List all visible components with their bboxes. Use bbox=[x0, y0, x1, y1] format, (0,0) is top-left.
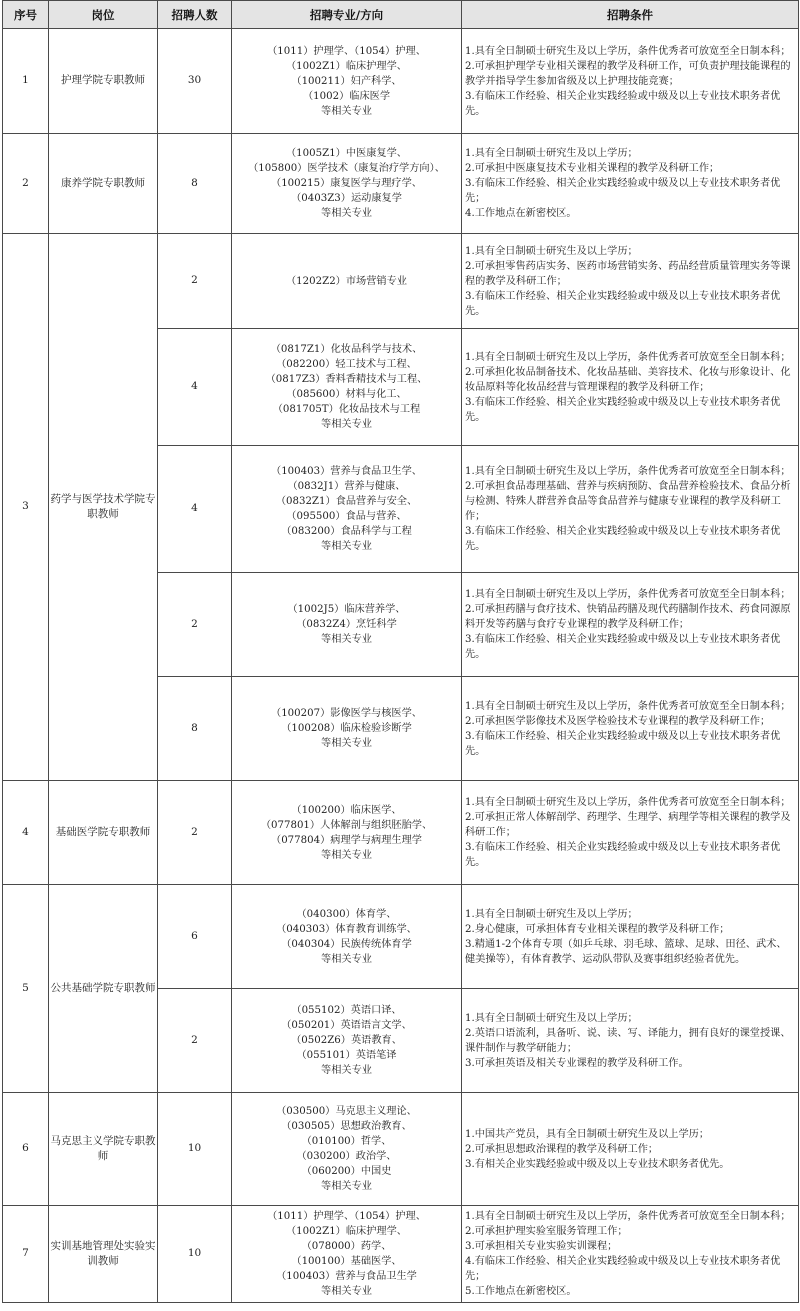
conditions-cell-line: 2.可承担零售药店实务、医药市场营销实务、药品经营质量管理实务等课程的教学及科研工作； bbox=[465, 260, 791, 287]
major-cell bbox=[232, 134, 462, 234]
major-cell-line: （105800）医学技术（康复治疗学方向）、 bbox=[248, 163, 445, 174]
major-cell-line: （1002J5）临床营养学、 bbox=[287, 604, 406, 615]
count-cell: 30 bbox=[158, 29, 232, 134]
position-cell-line: 专职教师 bbox=[103, 176, 145, 189]
major-cell bbox=[232, 885, 462, 989]
conditions-cell-line: 4.工作地点在新密校区。 bbox=[465, 208, 577, 219]
position-cell bbox=[49, 1093, 158, 1206]
position-cell bbox=[49, 134, 158, 234]
conditions-cell bbox=[462, 1206, 799, 1303]
row-index: 5 bbox=[3, 885, 49, 1093]
major-cell bbox=[232, 1093, 462, 1206]
major-cell-line: （055101）英语笔译 bbox=[296, 1050, 397, 1061]
major-cell-line: 等相关专业 bbox=[321, 1181, 372, 1192]
count-cell: 2 bbox=[158, 781, 232, 885]
count-cell: 6 bbox=[158, 885, 232, 989]
conditions-cell bbox=[462, 446, 799, 573]
major-cell-line: 等相关专业 bbox=[321, 634, 372, 645]
major-cell-line: （100215）康复医学与理疗学、 bbox=[271, 178, 422, 189]
major-cell-line: 等相关专业 bbox=[321, 953, 372, 965]
header-index: 序号 bbox=[3, 1, 49, 29]
position-cell bbox=[49, 781, 158, 885]
count-cell: 2 bbox=[158, 573, 232, 677]
major-cell-line: 等相关专业 bbox=[321, 208, 372, 219]
conditions-cell-line: 1.具有全日制硕士研究生及以上学历，条件优秀者可放宽至全日制本科； bbox=[465, 45, 791, 57]
conditions-cell bbox=[462, 329, 799, 446]
table-row bbox=[3, 134, 799, 234]
conditions-cell bbox=[462, 234, 799, 329]
position-cell-line: 专职教师 bbox=[113, 981, 156, 994]
count-cell: 8 bbox=[158, 677, 232, 781]
major-cell-line: 等相关专业 bbox=[321, 541, 372, 552]
conditions-cell-line: 1.具有全日制硕士研究生及以上学历，条件优秀者可放宽至全日制本科； bbox=[465, 466, 791, 477]
major-cell-line: （100207）影像医学与核医学、 bbox=[271, 708, 422, 719]
count-cell: 4 bbox=[158, 329, 232, 446]
major-cell-line: 等相关专业 bbox=[321, 738, 372, 749]
major-cell-line: （100100）基础医学、 bbox=[291, 1256, 402, 1267]
position-cell-line: 专职教师 bbox=[103, 74, 145, 87]
position-cell-line: 专职教师 bbox=[108, 825, 151, 838]
major-cell-line: （0817Z3）香料香精技术与工程、 bbox=[265, 374, 428, 385]
conditions-cell-line: 1.具有全日制硕士研究生及以上学历，条件优秀者可放宽至全日制本科； bbox=[465, 351, 791, 363]
major-cell bbox=[232, 329, 462, 446]
recruitment-table bbox=[2, 0, 799, 1303]
header-conditions: 招聘条件 bbox=[462, 1, 799, 29]
position-cell bbox=[49, 234, 158, 781]
conditions-cell-line: 2.可承担食品毒理基础、营养与疾病预防、食品营养检验技术、食品分析与检测、特殊人群营养食品等食品营养与健康专业课程的教学及科研工作； bbox=[465, 481, 791, 522]
conditions-cell-line: 3.可承担英语及相关专业课程的教学及科研工作。 bbox=[465, 1057, 689, 1069]
position-cell-line: 公共基础学院 bbox=[50, 981, 114, 994]
row-index: 2 bbox=[3, 134, 49, 234]
conditions-cell-line: 3.精通1-2个体育专项（如乒乓球、羽毛球、篮球、足球、田径、武术、健美操等），有体育教学、运动队带队及赛事组织经验者优先。 bbox=[465, 938, 787, 965]
conditions-cell-line: 3.有临床工作经验、相关企业实践经验或中级及以上专业技术职务者优先。 bbox=[465, 634, 781, 660]
conditions-cell-line: 2.身心健康，可承担体育专业相关课程的教学及科研工作； bbox=[465, 923, 730, 935]
major-cell bbox=[232, 446, 462, 573]
major-cell-line: （100211）妇产科学、 bbox=[291, 75, 402, 87]
conditions-cell-line: 3.有临床工作经验、相关企业实践经验或中级及以上专业技术职务者优先。 bbox=[465, 396, 781, 423]
major-cell bbox=[232, 234, 462, 329]
major-cell-line: （100403）营养与食品卫生学 bbox=[276, 1271, 417, 1282]
major-cell-line: 等相关专业 bbox=[321, 1286, 372, 1297]
major-cell-line: （0502Z6）英语教育、 bbox=[291, 1035, 402, 1046]
major-cell-line: （040303）体育教育训练学、 bbox=[276, 923, 417, 935]
major-cell bbox=[232, 29, 462, 134]
major-cell-line: （083200）食品科学与工程 bbox=[281, 526, 412, 537]
table-row bbox=[3, 885, 799, 989]
major-cell-line: （078000）药学、 bbox=[301, 1241, 392, 1252]
position-cell-line: 专职教师 bbox=[97, 1134, 156, 1162]
position-cell-line: 马克思主义学院 bbox=[50, 1134, 124, 1147]
major-cell-line: （050201）英语语言文学、 bbox=[281, 1020, 412, 1031]
major-cell-line: （0817Z1）化妆品科学与技术、 bbox=[270, 344, 423, 355]
major-cell-line: 等相关专业 bbox=[321, 1065, 372, 1076]
major-cell-line: （040300）体育学、 bbox=[296, 908, 397, 920]
major-cell-line: （077801）人体解剖与组织胚胎学、 bbox=[260, 819, 433, 831]
conditions-cell-line: 2.可承担护理学专业相关课程的教学及科研工作，可负责护理技能课程的教学并指导学生参加省级及以上护理技能竞赛； bbox=[465, 60, 791, 87]
table-row bbox=[3, 781, 799, 885]
major-cell-line: （010100）哲学、 bbox=[301, 1136, 392, 1147]
row-index: 4 bbox=[3, 781, 49, 885]
table-body bbox=[3, 29, 799, 1303]
count-cell: 8 bbox=[158, 134, 232, 234]
position-cell-line: 实验实训教师 bbox=[87, 1239, 156, 1267]
major-cell-line: （085600）材料与化工、 bbox=[286, 389, 407, 400]
major-cell-line: 等相关专业 bbox=[321, 849, 372, 861]
table-row bbox=[3, 1206, 799, 1303]
major-cell bbox=[232, 1206, 462, 1303]
conditions-cell-line: 1.具有全日制硕士研究生及以上学历，条件优秀者可放宽至全日制本科； bbox=[465, 700, 791, 712]
conditions-cell-line: 2.可承担中医康复技术专业相关课程的教学及科研工作； bbox=[465, 163, 720, 174]
conditions-cell-line: 2.可承担化妆品制备技术、化妆品基础、美容技术、化妆与形象设计、化妆品原料等化妆品经营与管理课程的教学及科研工作； bbox=[465, 366, 791, 393]
major-cell-line: （0403Z3）运动康复学 bbox=[291, 193, 402, 204]
table-row bbox=[3, 234, 799, 329]
major-cell-line: （095500）食品与营养、 bbox=[286, 511, 407, 522]
major-cell-line: （1002）临床医学 bbox=[302, 90, 391, 102]
major-cell bbox=[232, 989, 462, 1093]
position-cell-line: 护理学院 bbox=[61, 74, 103, 87]
major-cell-line: （030505）思想政治教育、 bbox=[281, 1121, 412, 1132]
conditions-cell-line: 2.可承担药膳与食疗技术、快销品药膳及现代药膳制作技术、药食同源原料开发等药膳与食疗专业课程的教学及科研工作； bbox=[465, 604, 791, 630]
major-cell-line: （030500）马克思主义理论、 bbox=[276, 1106, 417, 1117]
position-cell-line: 专职教师 bbox=[87, 492, 156, 520]
conditions-cell-line: 2.英语口语流利，具备听、说、读、写、译能力，拥有良好的课堂授课、课件制作与教学研能力； bbox=[465, 1027, 791, 1054]
major-cell-line: （1011）护理学、（1054）护理、 bbox=[267, 1211, 426, 1222]
header-count: 招聘人数 bbox=[158, 1, 232, 29]
count-cell: 10 bbox=[158, 1093, 232, 1206]
conditions-cell bbox=[462, 677, 799, 781]
conditions-cell-line: 1.具有全日制硕士研究生及以上学历，条件优秀者可放宽至全日制本科； bbox=[465, 1211, 791, 1222]
count-cell: 4 bbox=[158, 446, 232, 573]
row-index: 1 bbox=[3, 29, 49, 134]
header-position: 岗位 bbox=[49, 1, 158, 29]
major-cell-line: （0832J1）营养与健康、 bbox=[287, 481, 406, 492]
major-cell bbox=[232, 573, 462, 677]
conditions-cell-line: 5.工作地点在新密校区。 bbox=[465, 1286, 577, 1297]
major-cell-line: （1202Z2）市场营销专业 bbox=[286, 275, 407, 287]
major-cell-line: 等相关专业 bbox=[321, 105, 372, 117]
conditions-cell bbox=[462, 1093, 799, 1206]
position-cell bbox=[49, 1206, 158, 1303]
conditions-cell-line: 2.可承担护理实验室服务管理工作； bbox=[465, 1226, 628, 1237]
row-index: 6 bbox=[3, 1093, 49, 1206]
major-cell-line: （1011）护理学、（1054）护理、 bbox=[267, 45, 426, 57]
major-cell-line: （082200）轻工技术与工程、 bbox=[276, 359, 417, 370]
position-cell bbox=[49, 885, 158, 1093]
major-cell-line: （055102）英语口译、 bbox=[291, 1005, 402, 1016]
count-cell: 2 bbox=[158, 234, 232, 329]
major-cell-line: （1002Z1）临床护理学、 bbox=[286, 1226, 407, 1237]
position-cell-line: 基础医学院 bbox=[55, 825, 109, 838]
major-cell-line: （030200）政治学、 bbox=[296, 1151, 397, 1162]
conditions-cell bbox=[462, 781, 799, 885]
major-cell-line: （100403）营养与食品卫生学、 bbox=[271, 466, 422, 477]
major-cell-line: （0832Z1）食品营养与安全、 bbox=[275, 496, 418, 507]
conditions-cell-line: 1.中国共产党员，具有全日制硕士研究生及以上学历； bbox=[465, 1128, 710, 1140]
position-cell-line: 康养学院 bbox=[61, 176, 103, 189]
position-cell-line: 药学与医学技术学院 bbox=[50, 492, 145, 505]
major-cell-line: （100200）临床医学、 bbox=[291, 804, 402, 816]
header-row bbox=[3, 1, 799, 29]
conditions-cell-line: 1.具有全日制硕士研究生及以上学历，条件优秀者可放宽至全日制本科； bbox=[465, 797, 791, 808]
conditions-cell-line: 3.可承担相关专业实验实训课程； bbox=[465, 1241, 618, 1252]
row-index: 7 bbox=[3, 1206, 49, 1303]
conditions-cell-line: 2.可承担正常人体解剖学、药理学、生理学、病理学等相关课程的教学及科研工作； bbox=[465, 812, 791, 838]
header-major: 招聘专业/方向 bbox=[232, 1, 462, 29]
conditions-cell bbox=[462, 29, 799, 134]
major-cell bbox=[232, 781, 462, 885]
major-cell-line: （081705T）化妆品技术与工程 bbox=[272, 404, 421, 415]
conditions-cell-line: 1.具有全日制硕士研究生及以上学历，条件优秀者可放宽至全日制本科； bbox=[465, 589, 791, 600]
conditions-cell-line: 3.有临床工作经验、相关企业实践经验或中级及以上专业技术职务者优先。 bbox=[465, 290, 781, 317]
row-index: 3 bbox=[3, 234, 49, 781]
conditions-cell-line: 3.有临床工作经验、相关企业实践经验或中级及以上专业技术职务者优先。 bbox=[465, 730, 781, 757]
table-row bbox=[3, 29, 799, 134]
major-cell bbox=[232, 677, 462, 781]
major-cell-line: （100208）临床检验诊断学 bbox=[281, 723, 412, 734]
count-cell: 2 bbox=[158, 989, 232, 1093]
major-cell-line: （1005Z1）中医康复学、 bbox=[286, 148, 407, 159]
table-row bbox=[3, 1093, 799, 1206]
conditions-cell-line: 3.有临床工作经验、相关企业实践经验或中级及以上专业技术职务者优先。 bbox=[465, 842, 781, 868]
major-cell-line: （077804）病理学与病理生理学 bbox=[271, 834, 422, 846]
major-cell-line: （0832Z4）烹饪科学 bbox=[296, 619, 397, 630]
conditions-cell-line: 3.有临床工作经验、相关企业实践经验或中级及以上专业技术职务者优先； bbox=[465, 178, 781, 204]
conditions-cell-line: 1.具有全日制硕士研究生及以上学历； bbox=[465, 245, 638, 257]
count-cell: 10 bbox=[158, 1206, 232, 1303]
conditions-cell-line: 2.可承担医学影像技术及医学检验技术专业课程的教学及科研工作； bbox=[465, 715, 771, 727]
conditions-cell bbox=[462, 134, 799, 234]
major-cell-line: （1002Z1）临床护理学、 bbox=[286, 60, 407, 72]
conditions-cell bbox=[462, 989, 799, 1093]
major-cell-line: （040304）民族传统体育学 bbox=[281, 938, 412, 950]
conditions-cell-line: 4.有临床工作经验、相关企业实践经验或中级及以上专业技术职务者优先； bbox=[465, 1256, 781, 1282]
conditions-cell-line: 1.具有全日制硕士研究生及以上学历； bbox=[465, 908, 638, 920]
position-cell bbox=[49, 29, 158, 134]
major-cell-line: 等相关专业 bbox=[321, 419, 372, 430]
major-cell-line: （060200）中国史 bbox=[301, 1166, 392, 1177]
conditions-cell-line: 3.有临床工作经验、相关企业实践经验或中级及以上专业技术职务者优先。 bbox=[465, 526, 781, 552]
conditions-cell-line: 2.可承担思想政治课程的教学及科研工作； bbox=[465, 1143, 659, 1155]
position-cell-line: 实训基地管理处 bbox=[50, 1239, 124, 1252]
conditions-cell-line: 1.具有全日制硕士研究生及以上学历； bbox=[465, 1012, 638, 1024]
conditions-cell-line: 3.有临床工作经验、相关企业实践经验或中级及以上专业技术职务者优先。 bbox=[465, 90, 781, 117]
conditions-cell-line: 1.具有全日制硕士研究生及以上学历； bbox=[465, 148, 638, 159]
conditions-cell-line: 3.有相关企业实践经验或中级及以上专业技术职务者优先。 bbox=[465, 1158, 730, 1170]
conditions-cell bbox=[462, 885, 799, 989]
conditions-cell bbox=[462, 573, 799, 677]
